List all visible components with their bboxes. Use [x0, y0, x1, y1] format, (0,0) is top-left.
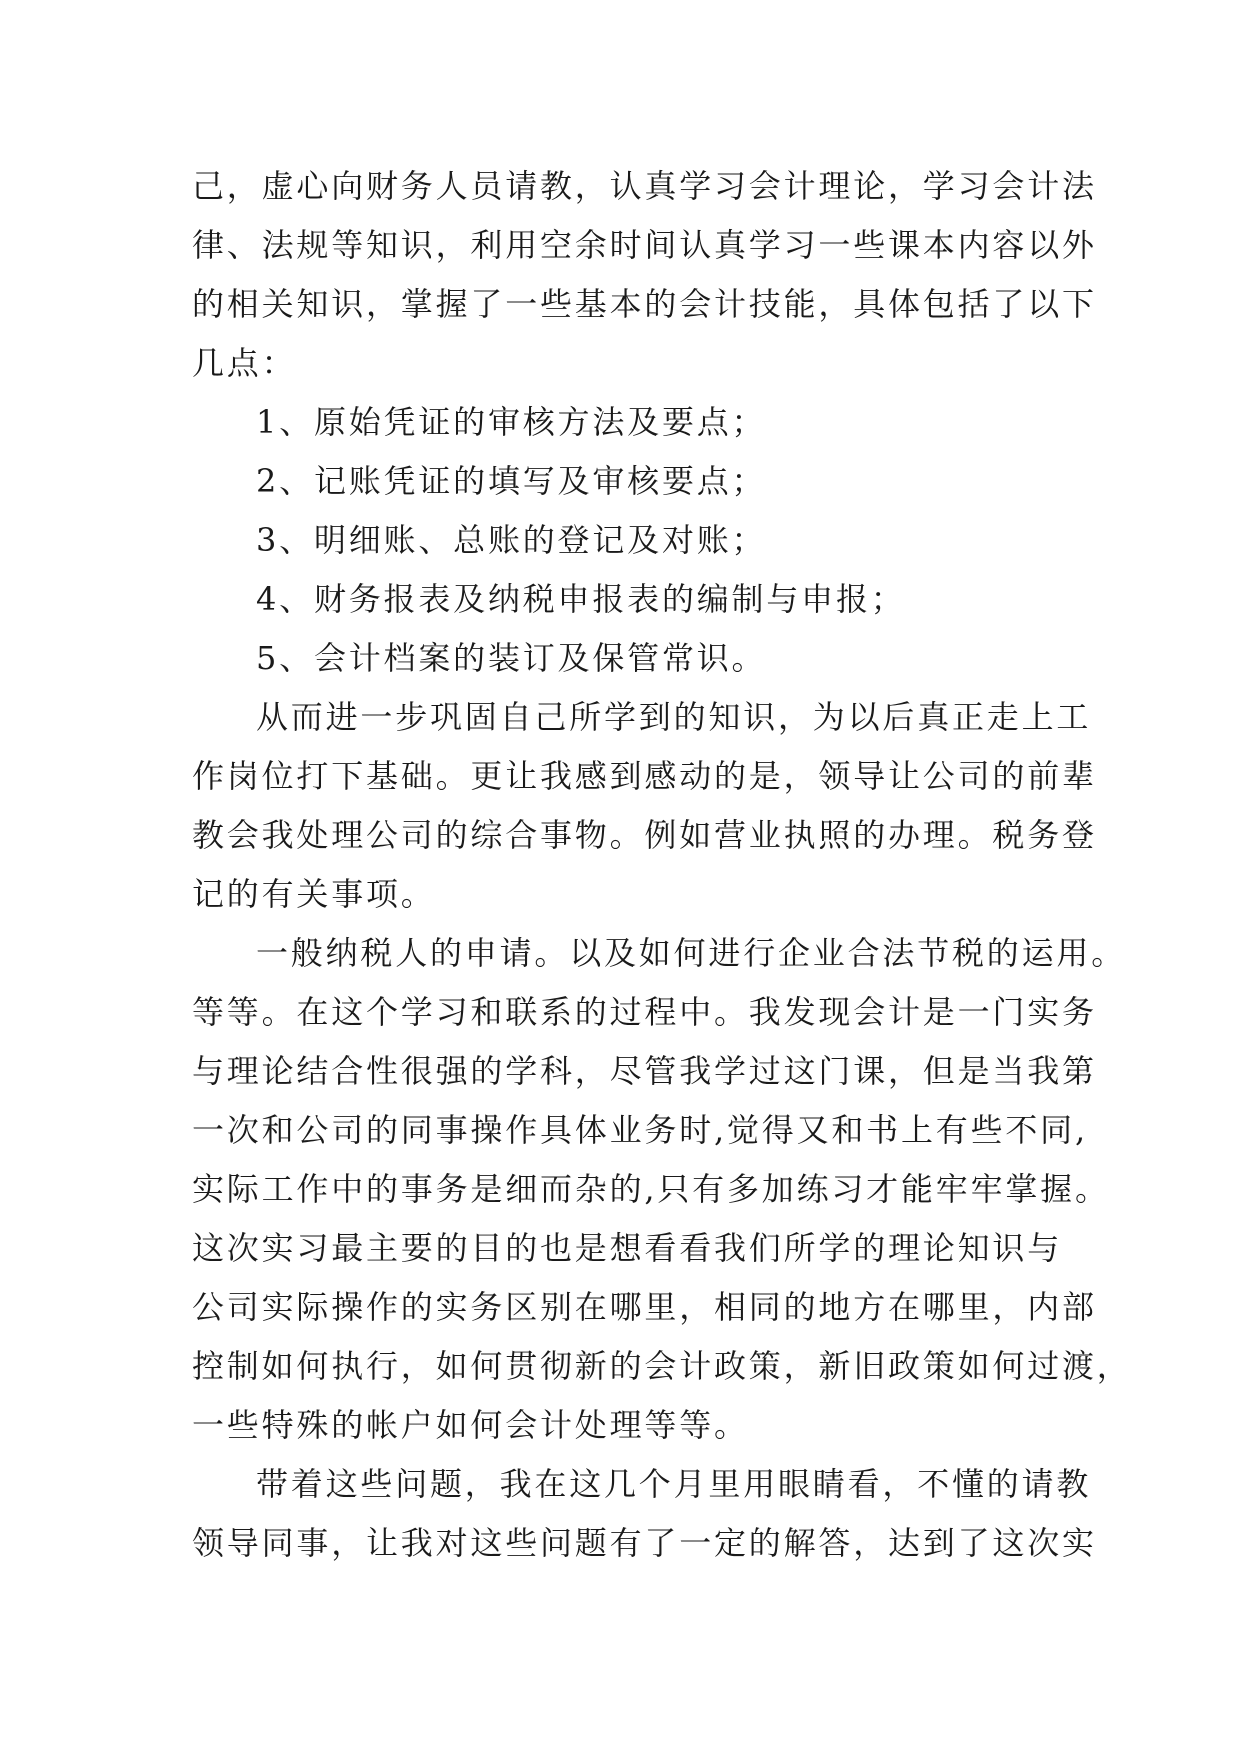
text-line: 2、记账凭证的填写及审核要点；: [256, 462, 767, 500]
list-item: [192, 570, 1054, 629]
text-line: 5、会计档案的装订及保管常识。: [256, 639, 767, 677]
list-item: [192, 393, 1054, 452]
paragraph: [192, 1455, 1097, 1573]
text-line: 的相关知识，掌握了一些基本的会计技能，具体包括了以下: [192, 285, 1097, 323]
text-line: 带着这些问题，我在这几个月里用眼睛看，不懂的请教: [256, 1465, 1092, 1503]
text-line: 公司实际操作的实务区别在哪里，相同的地方在哪里，内部: [192, 1288, 1097, 1326]
text-line: 教会我处理公司的综合事物。例如营业执照的办理。税务登: [192, 816, 1097, 854]
text-line: 记的有关事项。: [192, 875, 436, 913]
text-line: 与理论结合性很强的学科，尽管我学过这门课，但是当我第: [192, 1052, 1097, 1090]
text-line: 实际工作中的事务是细而杂的,只有多加练习才能牢牢掌握。: [192, 1170, 1110, 1208]
list-item: [192, 511, 1054, 570]
text-line: 一些特殊的帐户如何会计处理等等。: [192, 1406, 749, 1444]
list-item: [192, 452, 1054, 511]
text-line: 一次和公司的同事操作具体业务时,觉得又和书上有些不同,: [192, 1111, 1088, 1149]
text-line: 一般纳税人的申请。以及如何进行企业合法节税的运用。: [256, 934, 1127, 972]
text-line: 3、明细账、总账的登记及对账；: [256, 521, 767, 559]
text-line: 从而进一步巩固自己所学到的知识，为以后真正走上工: [256, 698, 1092, 736]
list-item: [192, 629, 1054, 688]
text-line: 这次实习最主要的目的也是想看看我们所学的理论知识与: [192, 1229, 1063, 1267]
paragraph: [192, 924, 1132, 1455]
text-line: 4、财务报表及纳税申报表的编制与申报；: [256, 580, 906, 618]
text-line: 1、原始凭证的审核方法及要点；: [256, 403, 767, 441]
text-line: 己，虚心向财务人员请教，认真学习会计理论，学习会计法: [192, 167, 1097, 205]
text-line: 等等。在这个学习和联系的过程中。我发现会计是一门实务: [192, 993, 1097, 1031]
text-line: 律、法规等知识，利用空余时间认真学习一些课本内容以外: [192, 226, 1097, 264]
text-line: 控制如何执行，如何贯彻新的会计政策，新旧政策如何过渡，: [192, 1347, 1132, 1385]
document-page: [192, 157, 1132, 1573]
paragraph: [192, 157, 1097, 393]
paragraph: [192, 688, 1097, 924]
text-line: 作岗位打下基础。更让我感到感动的是，领导让公司的前辈: [192, 757, 1097, 795]
text-line: 领导同事，让我对这些问题有了一定的解答，达到了这次实: [192, 1524, 1097, 1562]
text-line: 几点：: [192, 344, 297, 382]
